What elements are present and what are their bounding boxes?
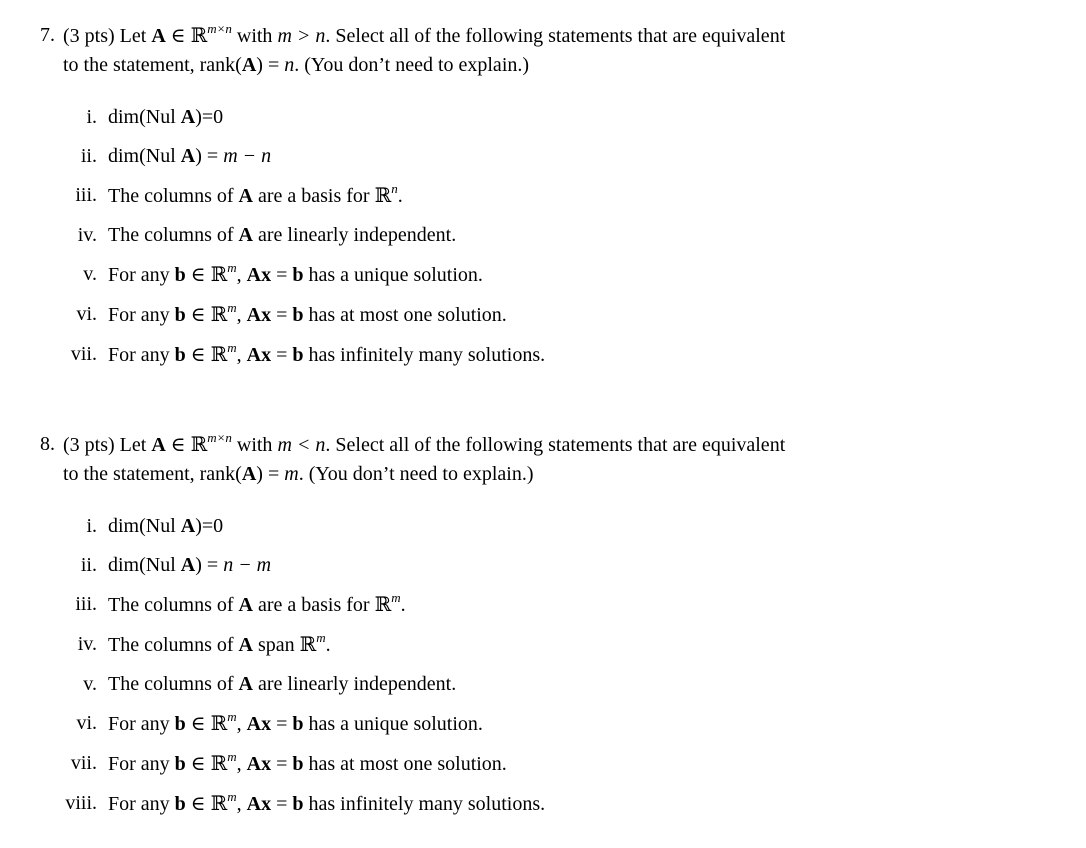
text-segment: are linearly independent. — [252, 673, 457, 695]
statement-item-text — [108, 710, 483, 737]
statement-item — [40, 301, 1086, 328]
text-segment: = — [271, 753, 293, 775]
statement-item — [40, 261, 1086, 288]
statement-item-label: vi. — [76, 303, 97, 325]
problem-8 — [0, 381, 1086, 830]
statement-item-label: ii. — [80, 145, 97, 167]
text-segment: = — [271, 344, 293, 366]
statement-item — [40, 750, 1086, 777]
text-segment: m — [227, 300, 237, 316]
text-segment: . — [397, 185, 403, 207]
text-segment: ∈ — [185, 753, 211, 775]
blackboard-R: ℝ — [210, 711, 228, 735]
text-segment: m — [227, 340, 237, 356]
problem-number: 7. — [40, 24, 55, 46]
text-segment: A — [238, 634, 253, 656]
statement-item — [40, 222, 1086, 248]
text-segment: m — [284, 463, 299, 485]
statement-item — [40, 631, 1086, 658]
statement-item-text — [108, 301, 507, 328]
text-segment: with — [231, 434, 278, 456]
problem-number: 8. — [40, 433, 55, 455]
statement-item-text — [108, 341, 545, 368]
blackboard-R: ℝ — [190, 432, 208, 456]
text-segment: b — [174, 753, 186, 775]
text-segment: The columns of — [108, 634, 239, 656]
text-segment: dim(Nul — [108, 145, 181, 167]
text-segment: . Select all of the following statements that are equivalent — [325, 434, 786, 456]
blackboard-R: ℝ — [374, 592, 392, 616]
statement-item-text — [108, 513, 223, 539]
statement-item-label: v. — [83, 673, 97, 695]
blackboard-R: ℝ — [210, 791, 228, 815]
statement-list — [40, 513, 1086, 817]
blackboard-R: ℝ — [190, 23, 208, 47]
text-segment: For any — [108, 713, 175, 735]
text-segment: ∈ — [185, 713, 211, 735]
text-segment: ) = — [256, 54, 285, 76]
text-segment: with — [231, 25, 278, 47]
text-segment: b — [292, 793, 304, 815]
statement-item-label: v. — [83, 263, 97, 285]
text-segment: Ax — [246, 793, 272, 815]
statement-item — [40, 182, 1086, 209]
text-segment: Ax — [246, 264, 272, 286]
statement-item — [40, 671, 1086, 697]
text-segment: ∈ — [185, 304, 211, 326]
text-segment: The columns of — [108, 224, 239, 246]
text-segment: ∈ — [185, 793, 211, 815]
text-segment: m — [391, 590, 401, 606]
text-segment: A — [180, 145, 196, 167]
statement-item — [40, 341, 1086, 368]
text-segment: n — [391, 181, 398, 197]
text-segment: b — [174, 344, 186, 366]
text-segment: b — [174, 304, 186, 326]
statement-item-text — [108, 182, 403, 209]
text-segment: b — [292, 713, 304, 735]
text-segment: has infinitely many solutions. — [303, 344, 546, 366]
statement-item-text — [108, 631, 331, 658]
text-segment: A — [238, 673, 253, 695]
statement-item-text — [108, 790, 545, 817]
text-segment: For any — [108, 304, 175, 326]
blackboard-R: ℝ — [210, 302, 228, 326]
text-segment: ∈ — [185, 264, 211, 286]
text-segment: A — [238, 185, 253, 207]
text-segment: , — [236, 304, 247, 326]
text-segment: b — [174, 793, 186, 815]
text-segment: (3 pts) Let — [63, 434, 152, 456]
text-segment: A — [241, 463, 257, 485]
text-segment: Ax — [246, 753, 272, 775]
blackboard-R: ℝ — [210, 751, 228, 775]
statement-line-2 — [63, 460, 785, 489]
problem-7-header — [40, 21, 1086, 80]
text-segment: b — [174, 713, 186, 735]
text-segment: m×n — [207, 430, 232, 446]
text-segment: )=0 — [195, 515, 224, 537]
text-segment: b — [292, 264, 304, 286]
text-segment: m×n — [207, 21, 232, 37]
text-segment: ∈ — [185, 344, 211, 366]
text-segment: A — [180, 515, 196, 537]
statement-line-1 — [63, 430, 785, 460]
statement-item-text — [108, 261, 483, 288]
blackboard-R: ℝ — [210, 262, 228, 286]
text-segment: A — [151, 434, 166, 456]
statement-item-label: vi. — [76, 712, 97, 734]
text-segment: m — [316, 630, 326, 646]
text-segment: m − n — [223, 145, 272, 167]
text-segment: are a basis for — [252, 594, 375, 616]
statement-item-label: ii. — [80, 554, 97, 576]
text-segment: . — [400, 594, 406, 616]
problem-8-header — [40, 430, 1086, 489]
text-segment: m < n — [277, 434, 326, 456]
text-segment: . — [325, 634, 331, 656]
problem-statement — [63, 21, 785, 80]
text-segment: For any — [108, 753, 175, 775]
text-segment: = — [271, 304, 293, 326]
blackboard-R: ℝ — [374, 183, 392, 207]
text-segment: The columns of — [108, 673, 239, 695]
statement-item — [40, 591, 1086, 618]
statement-item-text — [108, 222, 456, 248]
text-segment: , — [236, 713, 247, 735]
problem-7 — [0, 0, 1086, 381]
text-segment: n — [284, 54, 295, 76]
text-segment: m — [227, 709, 237, 725]
text-segment: m > n — [277, 25, 326, 47]
statement-item-text — [108, 143, 271, 169]
text-segment: (3 pts) Let — [63, 25, 152, 47]
statement-item-label: i. — [86, 106, 97, 128]
text-segment: A — [180, 106, 196, 128]
text-segment: . Select all of the following statements that are equivalent — [325, 25, 786, 47]
statement-item-text — [108, 591, 406, 618]
text-segment: ) = — [195, 145, 224, 167]
statement-item — [40, 552, 1086, 578]
text-segment: b — [292, 344, 304, 366]
text-segment: A — [241, 54, 257, 76]
text-segment: dim(Nul — [108, 515, 181, 537]
text-segment: are a basis for — [252, 185, 375, 207]
text-segment: For any — [108, 793, 175, 815]
text-segment: For any — [108, 344, 175, 366]
text-segment: b — [174, 264, 186, 286]
text-segment: . (You don’t need to explain.) — [294, 54, 530, 76]
statement-line-2 — [63, 51, 785, 80]
text-segment: ∈ — [165, 25, 191, 47]
text-segment: to the statement, rank( — [63, 463, 242, 485]
text-segment: to the statement, rank( — [63, 54, 242, 76]
statement-item — [40, 710, 1086, 737]
text-segment: has a unique solution. — [303, 713, 483, 735]
text-segment: b — [292, 753, 304, 775]
text-segment: )=0 — [195, 106, 224, 128]
statement-item-label: iii. — [75, 184, 97, 206]
statement-item-label: iii. — [75, 593, 97, 615]
text-segment: A — [238, 224, 253, 246]
text-segment: has at most one solution. — [303, 304, 507, 326]
text-segment: The columns of — [108, 185, 239, 207]
statement-item-label: iv. — [77, 633, 97, 655]
statement-item-text — [108, 552, 271, 578]
text-segment: dim(Nul — [108, 106, 181, 128]
statement-item-text — [108, 671, 456, 697]
statement-item-text — [108, 750, 507, 777]
text-segment: dim(Nul — [108, 554, 181, 576]
text-segment: ∈ — [165, 434, 191, 456]
statement-item — [40, 104, 1086, 130]
text-segment: m — [227, 749, 237, 765]
statement-item-label: iv. — [77, 224, 97, 246]
text-segment: = — [271, 264, 293, 286]
text-segment: Ax — [246, 344, 272, 366]
text-segment: span — [252, 634, 300, 656]
text-segment: , — [236, 793, 247, 815]
text-segment: = — [271, 793, 293, 815]
statement-item-label: vii. — [70, 343, 97, 365]
statement-item — [40, 143, 1086, 169]
text-segment: has infinitely many solutions. — [303, 793, 546, 815]
text-segment: A — [151, 25, 166, 47]
text-segment: = — [271, 713, 293, 735]
text-segment: has at most one solution. — [303, 753, 507, 775]
text-segment: , — [236, 264, 247, 286]
statement-item — [40, 513, 1086, 539]
statement-list — [40, 104, 1086, 368]
blackboard-R: ℝ — [299, 632, 317, 656]
statement-item — [40, 790, 1086, 817]
text-segment: ) = — [195, 554, 224, 576]
text-segment: For any — [108, 264, 175, 286]
text-segment: A — [180, 554, 196, 576]
text-segment: A — [238, 594, 253, 616]
text-segment: m — [227, 260, 237, 276]
statement-item-label: i. — [86, 515, 97, 537]
text-segment: Ax — [246, 304, 272, 326]
statement-item-label: vii. — [70, 752, 97, 774]
text-segment: m — [227, 789, 237, 805]
blackboard-R: ℝ — [210, 342, 228, 366]
statement-line-1 — [63, 21, 785, 51]
problem-statement — [63, 430, 785, 489]
text-segment: has a unique solution. — [303, 264, 483, 286]
text-segment: , — [236, 344, 247, 366]
text-segment: , — [236, 753, 247, 775]
text-segment: The columns of — [108, 594, 239, 616]
text-segment: n − m — [223, 554, 272, 576]
text-segment: are linearly independent. — [252, 224, 457, 246]
statement-item-label: viii. — [65, 792, 97, 814]
text-segment: ) = — [256, 463, 285, 485]
text-segment: b — [292, 304, 304, 326]
statement-item-text — [108, 104, 223, 130]
text-segment: Ax — [246, 713, 272, 735]
text-segment: . (You don’t need to explain.) — [298, 463, 534, 485]
